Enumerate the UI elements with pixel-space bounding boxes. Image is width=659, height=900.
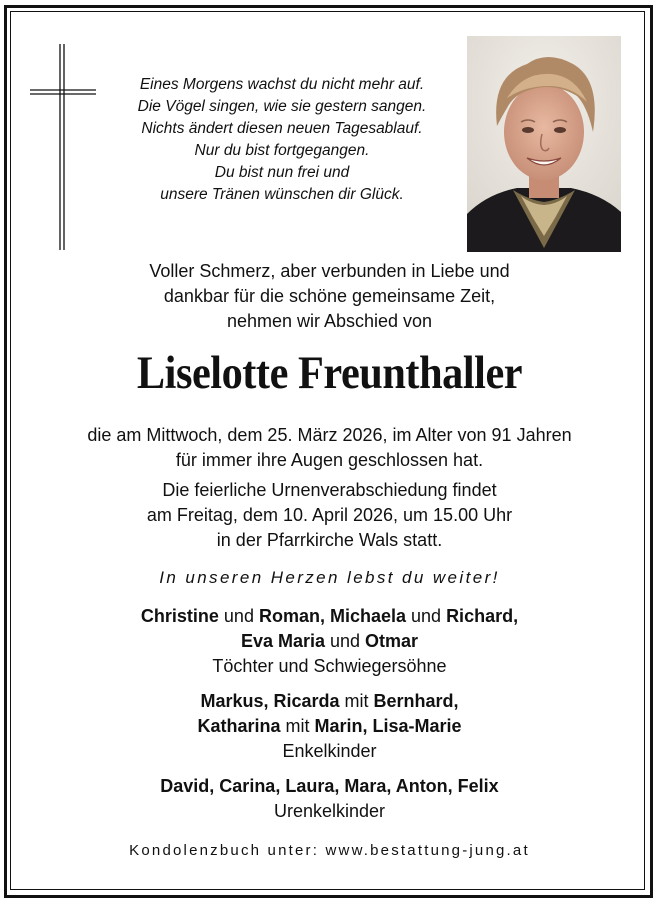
name-connector: und (218, 606, 259, 626)
family-member-name: Marin, Lisa-Marie (314, 716, 462, 736)
relation-label: Enkelkinder (282, 741, 377, 761)
condolence-label: Kondolenzbuch unter: (129, 842, 320, 859)
family-member-name: Richard, (446, 606, 519, 626)
name-connector: und (325, 631, 366, 651)
death-details (20, 423, 639, 553)
condolence-link[interactable]: www.bestattung-jung.at (325, 842, 530, 859)
poem-line: unsere Tränen wünschen dir Glück. (160, 186, 404, 203)
family-member-name: Otmar (365, 631, 419, 651)
cross-icon (30, 44, 100, 250)
poem-line: Du bist nun frei und (214, 164, 350, 181)
family-member-name: Christine (140, 606, 219, 626)
poem-line: Eines Morgens wachst du nicht mehr auf. (139, 76, 425, 93)
poem-line: Nur du bist fortgegangen. (194, 142, 370, 159)
ceremony-line: in der Pfarrkirche Wals statt. (216, 530, 443, 550)
deceased-name: Liselotte Freunthaller (136, 347, 523, 399)
name-connector: mit (339, 691, 374, 711)
family-member-name: Roman, Michaela (258, 606, 407, 626)
family-names-line (20, 689, 639, 714)
name-connector: und (406, 606, 447, 626)
relation-label: Töchter und Schwiegersöhne (212, 656, 447, 676)
poem-line: Nichts ändert diesen neuen Tagesablauf. (141, 120, 423, 137)
poem (92, 74, 472, 206)
death-notice-line: für immer ihre Augen geschlossen hat. (175, 450, 484, 470)
death-notice-line: die am Mittwoch, dem 25. März 2026, im Alter von 91 Jahren (87, 425, 572, 445)
intro-text (20, 259, 639, 334)
intro-line: dankbar für die schöne gemeinsame Zeit, (163, 286, 496, 306)
intro-line: Voller Schmerz, aber verbunden in Liebe und (149, 261, 510, 281)
ceremony-line: Die feierliche Urnenverabschiedung findet (162, 480, 497, 500)
family-member-name: Katharina (197, 716, 281, 736)
family-member-name: David, Carina, Laura, Mara, Anton, Felix (160, 776, 499, 796)
ceremony-line: am Freitag, dem 10. April 2026, um 15.00 Uhr (146, 505, 513, 525)
family-list (20, 604, 639, 824)
relation-label: Urenkelkinder (273, 801, 386, 821)
family-names-line (20, 604, 639, 629)
family-member-name: Markus, Ricarda (200, 691, 340, 711)
family-names-line (20, 774, 639, 799)
intro-line: nehmen wir Abschied von (226, 311, 433, 331)
name-connector: mit (280, 716, 315, 736)
condolence-footer (20, 841, 639, 861)
family-names-line (20, 629, 639, 654)
family-member-name: Eva Maria (240, 631, 325, 651)
portrait-photo (467, 36, 621, 252)
poem-line: Die Vögel singen, wie sie gestern sangen. (137, 98, 427, 115)
family-member-name: Bernhard, (373, 691, 459, 711)
motto: In unseren Herzen lebst du weiter! (159, 568, 500, 587)
family-names-line (20, 714, 639, 739)
